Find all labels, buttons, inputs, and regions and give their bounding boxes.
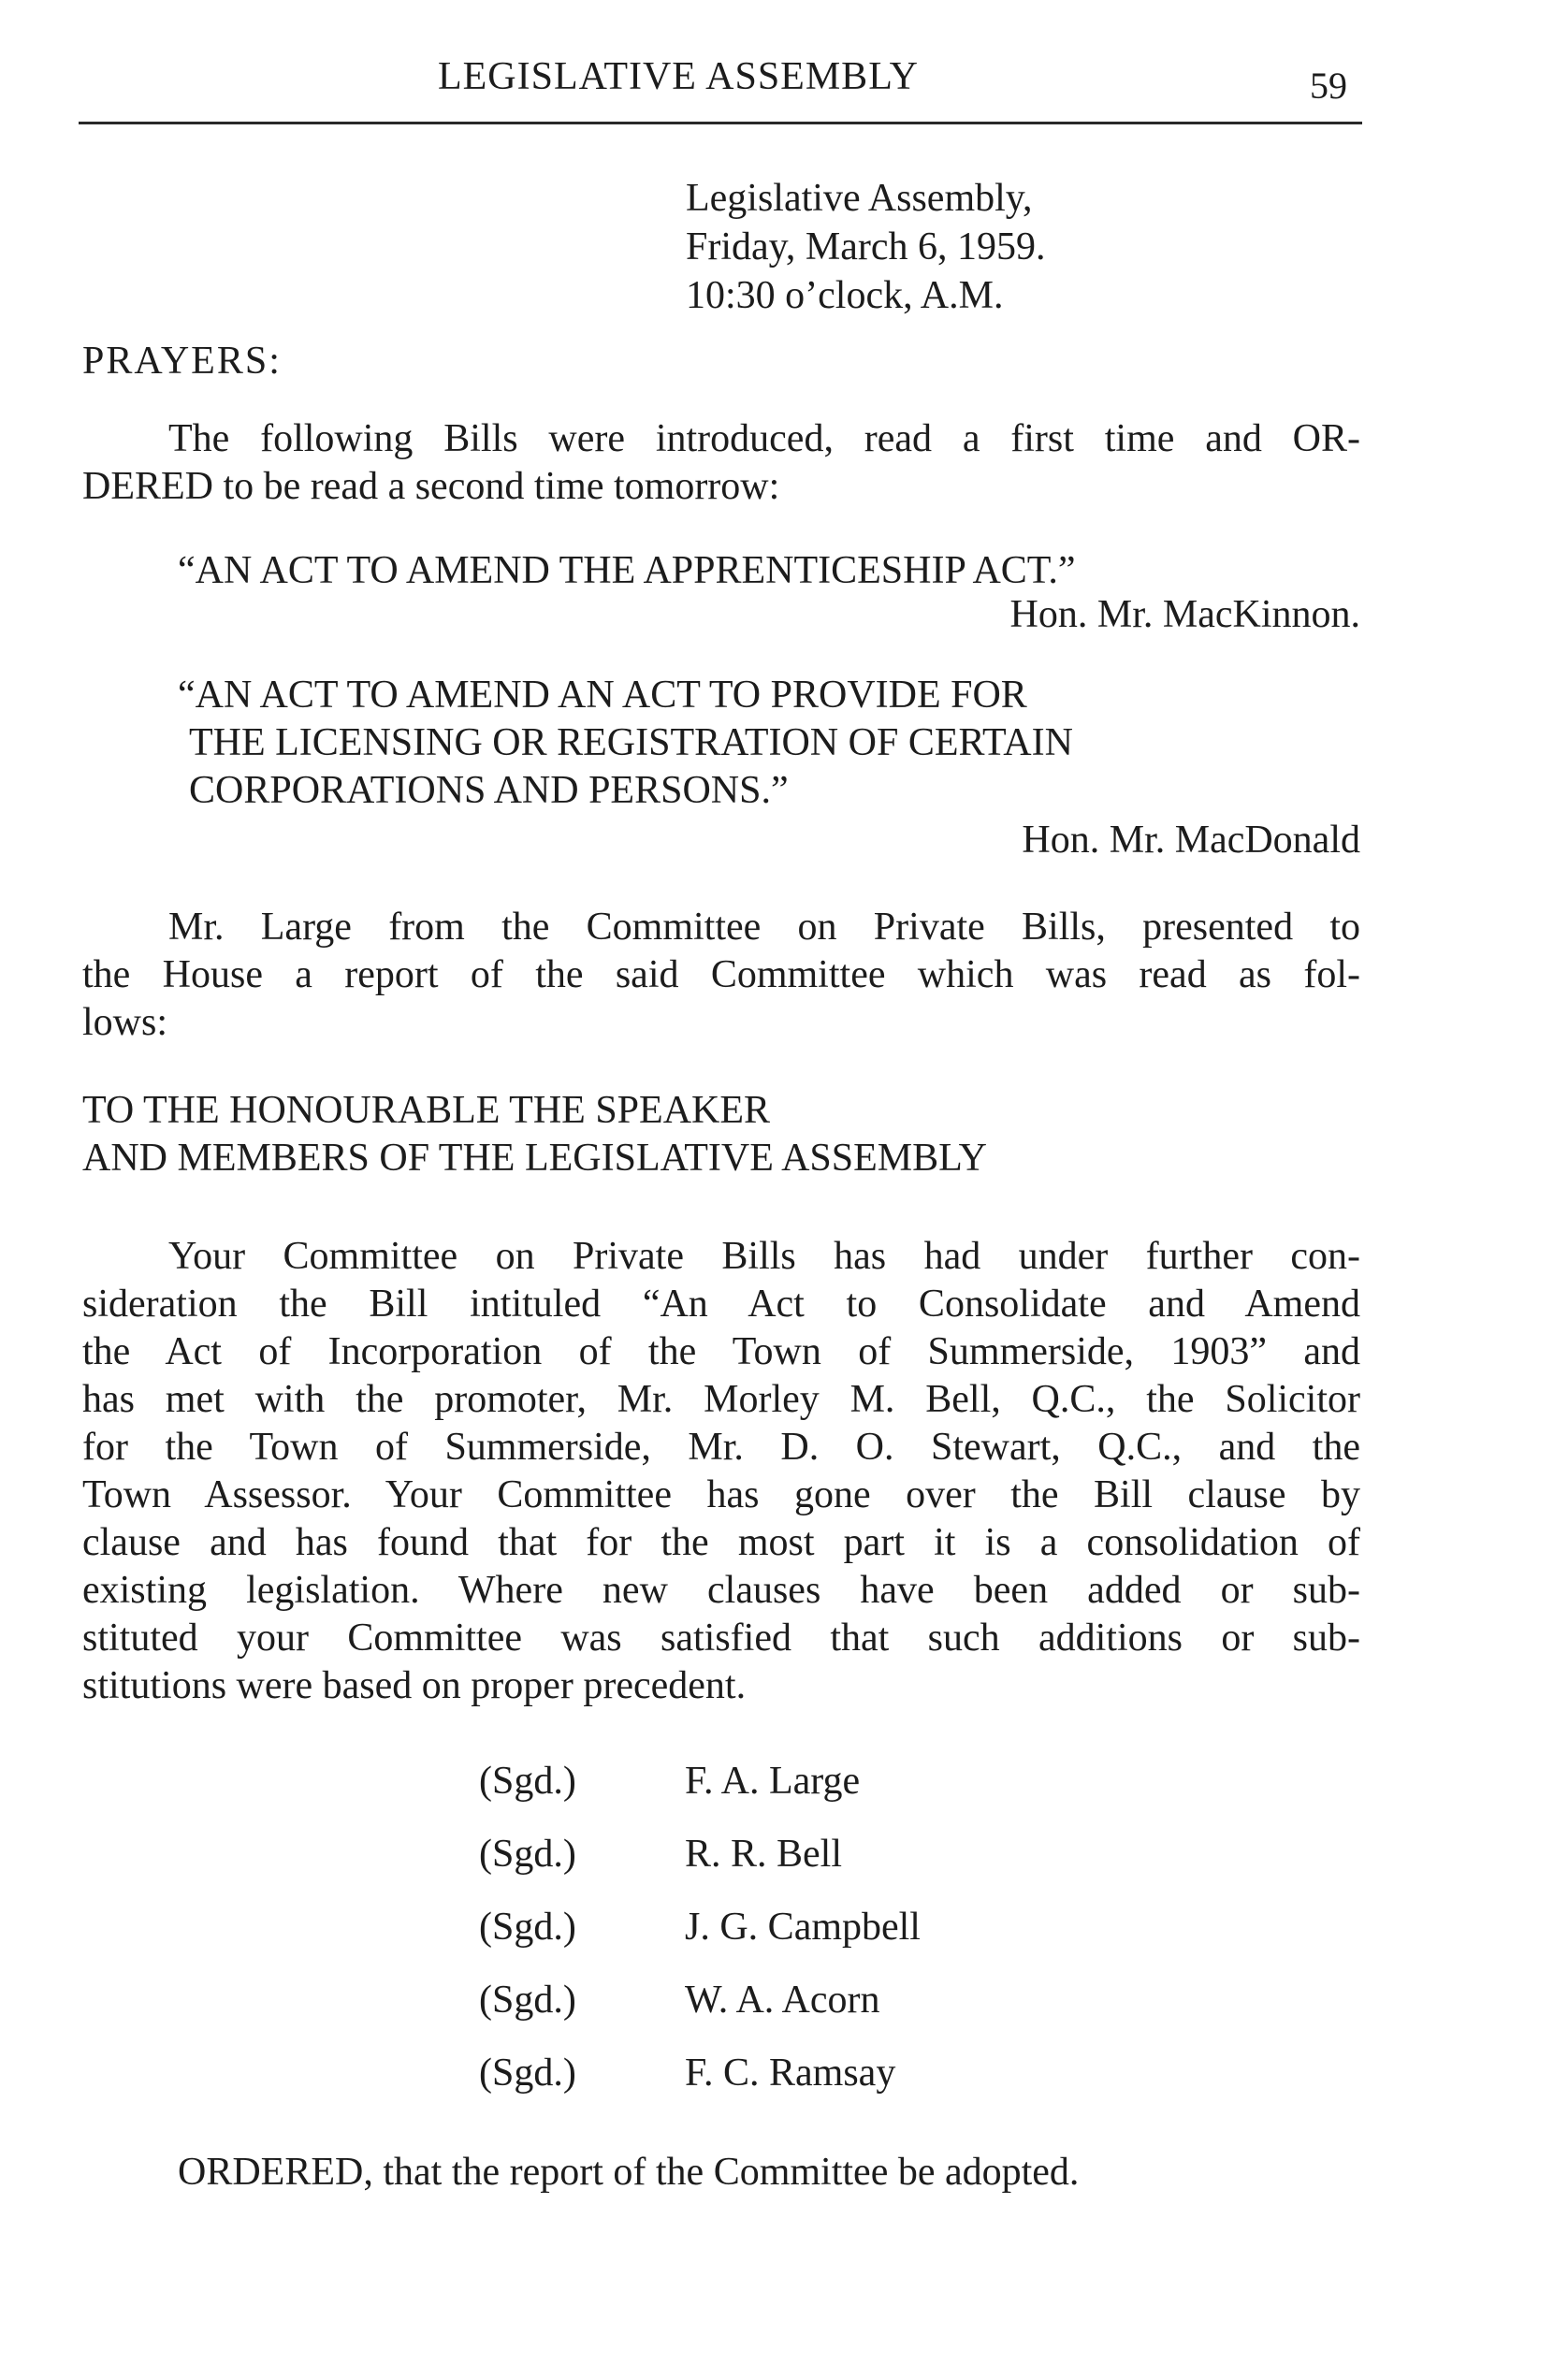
text-line: DERED to be read a second time tomorrow: — [82, 465, 780, 508]
text-line: Mr. Large from the Committee on Private Bills, presented to — [168, 906, 1360, 949]
signature-mark: (Sgd.) — [479, 2052, 576, 2095]
signature-row — [479, 1759, 860, 1804]
text-line: for the Town of Summerside, Mr. D. O. Stewart, Q.C., and the — [82, 1426, 1360, 1469]
page-number: 59 — [1310, 65, 1347, 107]
signatory-name: F. A. Large — [685, 1760, 861, 1803]
bill-title-line: THE LICENSING OR REGISTRATION OF CERTAIN — [189, 721, 1073, 764]
report-intro-paragraph — [82, 904, 1360, 1047]
bill-title — [178, 672, 1073, 815]
running-header-title: LEGISLATIVE ASSEMBLY — [438, 55, 919, 98]
header-rule — [79, 122, 1362, 124]
signature-row — [479, 1978, 879, 2023]
bill-title-line: “AN ACT TO AMEND THE APPRENTICESHIP ACT.” — [178, 549, 1076, 592]
signatory-name: W. A. Acorn — [685, 1979, 880, 2022]
bill-title-line: “AN ACT TO AMEND AN ACT TO PROVIDE FOR — [178, 674, 1027, 717]
report-address — [82, 1087, 987, 1182]
order-statement: ORDERED, that the report of the Committee be adopted. — [178, 2151, 1080, 2194]
text-line: clause and has found that for the most part it is a consolidation of — [82, 1521, 1360, 1564]
bill-title — [178, 547, 1075, 595]
text-line: the Act of Incorporation of the Town of Summerside, 1903” and — [82, 1330, 1360, 1373]
signature-mark: (Sgd.) — [479, 1833, 576, 1876]
signature-mark: (Sgd.) — [479, 1760, 576, 1803]
text-line: has met with the promoter, Mr. Morley M. Bell, Q.C., the Solicitor — [82, 1378, 1360, 1421]
dateline-time: 10:30 o’clock, A.M. — [686, 274, 1004, 317]
signature-mark: (Sgd.) — [479, 1979, 576, 2022]
text-line: existing legislation. Where new clauses have been added or sub- — [82, 1569, 1360, 1612]
text-line: sideration the Bill intituled “An Act to Consolidate and Amend — [82, 1283, 1360, 1326]
text-line: The following Bills were introduced, read a first time and OR- — [168, 417, 1360, 460]
bill-title-line: CORPORATIONS AND PERSONS.” — [189, 769, 789, 812]
prayers-heading: PRAYERS: — [82, 340, 282, 383]
text-line: lows: — [82, 1001, 168, 1044]
text-line: the House a report of the said Committee which was read as fol- — [82, 953, 1360, 996]
bills-intro-paragraph — [82, 415, 1360, 511]
signatory-name: J. G. Campbell — [685, 1906, 921, 1949]
signature-row — [479, 1905, 921, 1950]
bill-sponsor: Hon. Mr. MacKinnon. — [1009, 593, 1360, 636]
signature-mark: (Sgd.) — [479, 1906, 576, 1949]
text-line: Town Assessor. Your Committee has gone over the Bill clause by — [82, 1473, 1360, 1516]
bill-sponsor: Hon. Mr. MacDonald — [1022, 819, 1360, 862]
dateline-date: Friday, March 6, 1959. — [686, 225, 1046, 268]
signatory-name: R. R. Bell — [685, 1833, 843, 1876]
address-line: AND MEMBERS OF THE LEGISLATIVE ASSEMBLY — [82, 1137, 987, 1180]
text-line: Your Committee on Private Bills has had under further con- — [168, 1235, 1360, 1278]
signature-row — [479, 2051, 895, 2095]
address-line: TO THE HONOURABLE THE SPEAKER — [82, 1089, 771, 1132]
dateline-place: Legislative Assembly, — [686, 177, 1033, 220]
signatory-name: F. C. Ramsay — [685, 2052, 896, 2095]
signature-row — [479, 1832, 842, 1877]
text-line: stituted your Committee was satisfied that such additions or sub- — [82, 1617, 1360, 1660]
dateline — [686, 174, 1046, 320]
text-line: stitutions were based on proper precedent. — [82, 1664, 747, 1707]
report-body-paragraph — [82, 1233, 1360, 1710]
